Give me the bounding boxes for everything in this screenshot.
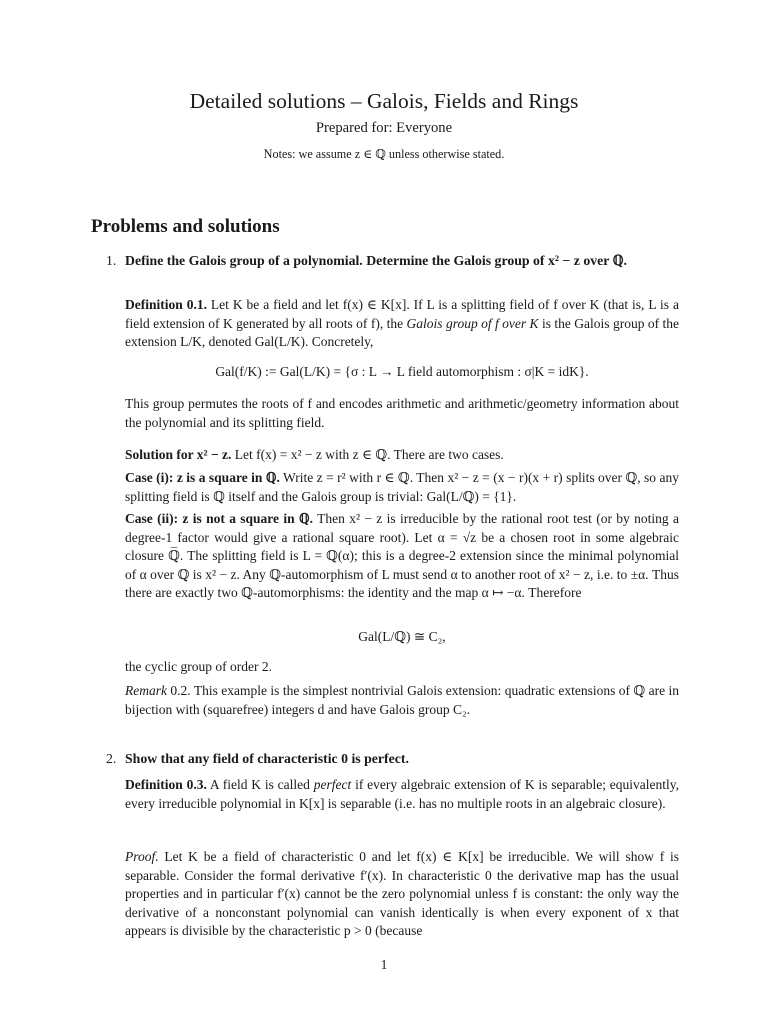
definition-0-3-term: perfect (313, 777, 352, 792)
proof-text: Let K be a field of characteristic 0 and let f(x) ∈ K[x] be irreducible. We will show f is separable. Consider the formal derivative f′(x). In characteristic 0 the derivative map has the usual properties and in particular f′(x) cannot be the zero polynomial unless f is constant: the only way the derivative of a nonconstant polynomial can vanish identically is when every exponent of x that appears is divisible by the characteristic p > 0 (because (125, 849, 679, 939)
solution-label: Solution for x² − z. (125, 447, 232, 462)
definition-0-1 (125, 296, 679, 352)
definition-0-1-formula: Gal(f/K) := Gal(L/K) = {σ : L → L field automorphism : σ|K = idK}. (215, 364, 589, 379)
remark-label: Remark (125, 683, 167, 698)
problem-2 (106, 749, 680, 768)
definition-0-3 (125, 776, 679, 813)
solution-intro (125, 446, 679, 465)
problem-2-statement: Show that any field of characteristic 0 is perfect. (125, 751, 409, 766)
case-2 (125, 510, 679, 603)
definition-0-3-text-b: if every algebraic extension of K is separable; equivalently, every irreducible polynomial in K[x] is separable (i.e. has no multiple roots in an algebraic closure). (125, 777, 679, 811)
definition-0-1-text-b: is the Galois group of the extension L/K, denoted Gal(L/K). Concretely, (125, 315, 680, 350)
case-2-text: Then x² − z is irreducible by the rational root test (or by noting a degree-1 factor would give a rational square root). Let α = √z be a chosen root in some algebraic closure ℚ̅. The splitting field is L = ℚ(α); this is a degree-2 extension since the minimal polynomial of α over ℚ is x² − z. Any ℚ-automorphism of L must send α to another root of x² − z, i.e. to ±α. Thus there are exactly two ℚ-automorphisms: the identity and the map α ↦ −α. Therefore (125, 511, 679, 601)
document-title: Detailed solutions – Galois, Fields and Rings (189, 89, 579, 113)
problem-1 (106, 251, 680, 270)
solution-text: Let f(x) = x² − z with z ∈ ℚ. There are two cases. (234, 447, 504, 462)
case-2-after: the cyclic group of order 2. (125, 659, 272, 674)
problem-1-statement: Define the Galois group of a polynomial. Determine the Galois group of x² − z over ℚ. (125, 253, 627, 268)
definition-0-3-label: Definition 0.3. (125, 777, 207, 792)
definition-0-3-text-a: A field K is called (209, 777, 310, 792)
case-2-label: Case (ii): z is not a square in ℚ. (125, 511, 313, 526)
case-1 (125, 469, 679, 506)
definition-0-1-after: This group permutes the roots of f and encodes arithmetic and arithmetic/geometry information about the polynomial and its splitting field. (125, 396, 679, 430)
case-1-text: Write z = r² with r ∈ ℚ. Then x² − z = (x − r)(x + r) splits over ℚ, so any splitting field is ℚ itself and the Galois group is trivial: Gal(L/ℚ) = {1}. (125, 470, 679, 504)
document-notes: Notes: we assume z ∈ ℚ unless otherwise stated. (263, 147, 505, 161)
definition-0-1-term: Galois group of f over K (406, 315, 539, 331)
case-2-formula: Gal(L/ℚ) ≅ C₂, (358, 629, 446, 644)
remark-text: 0.2. This example is the simplest nontrivial Galois extension: quadratic extensions of ℚ are in bijection with (squarefree) integers d and have Galois group C₂. (125, 683, 680, 717)
definition-0-1-text-a: Let K be a field and let f(x) ∈ K[x]. If L is a splitting field of f over K (that is, L is a field extension of K generated by all roots of f), the (125, 297, 679, 331)
problem-1-number: 1. (106, 253, 117, 268)
problem-2-number: 2. (106, 751, 117, 766)
page-number: 1 (380, 957, 388, 972)
case-1-label: Case (i): z is a square in ℚ. (125, 470, 280, 485)
remark-0-2 (125, 682, 679, 719)
proof-label: Proof. (125, 849, 159, 864)
document-subtitle: Prepared for: Everyone (315, 120, 453, 136)
section-heading: Problems and solutions (91, 216, 280, 237)
definition-0-1-label: Definition 0.1. (125, 297, 207, 312)
proof (125, 848, 679, 941)
